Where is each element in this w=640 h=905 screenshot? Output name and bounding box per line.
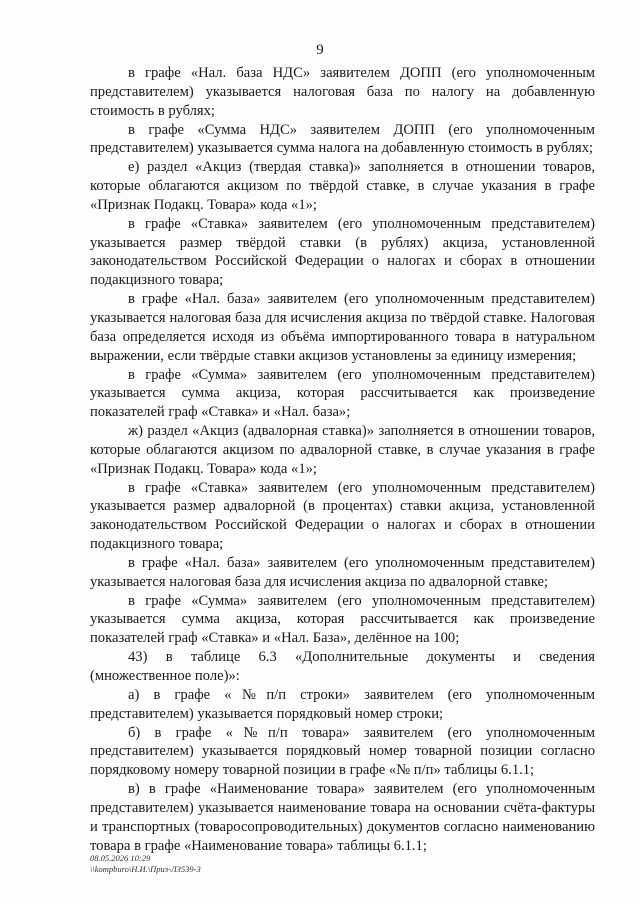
paragraph: б) в графе «№п/п товара» заявителем (его уполномоченным представителем) указывается порядковый номер товарной позиции согласно порядковому номеру товарной позиции в графе «№ п/п» таблицы 6.1.1; <box>90 724 595 779</box>
paragraph: в графе «Сумма» заявителем (его уполномоченным представителем) указывается сумма акциза, которая рассчитывается как произведение показателей граф «Ставка» и «Нал. база»; <box>90 366 595 421</box>
footer-date: 08.05.2026 10:29 <box>90 853 151 863</box>
page-number: 9 <box>316 42 324 58</box>
paragraph: в графе «Нал. база» заявителем (его уполномоченным представителем) указывается налоговая база для исчисления акциза по твёрдой ставке. Налоговая база определяется исходя из объёма импортированного товара в натуральном выражении, если твёрдые ставки акцизов установлены за единицу измерения; <box>90 291 595 364</box>
paragraph: 43) в таблице 6.3 «Дополнительные документы и сведения (множественное поле)»: <box>90 649 595 684</box>
paragraph: е) раздел «Акциз (твердая ставка)» заполняется в отношении товаров, которые облагаются акцизом по твёрдой ставке, в случае указания в графе «Признак Подакц. Товара» кода «1»; <box>90 159 595 213</box>
paragraph: а) в графе «№п/п строки» заявителем (его уполномоченным представителем) указывается порядковый номер строки; <box>90 686 595 722</box>
paragraph: в графе «Нал. база НДС» заявителем ДОПП (его уполномоченным представителем) указывается налоговая база по налогу на добавленную стоимость в рублях; <box>90 65 595 119</box>
paragraph: ж) раздел «Акциз (адвалорная ставка)» заполняется в отношении товаров, которые облагаются акцизом по адвалорной ставке, в случае указания в графе «Признак Подакц. Товара» кода «1»; <box>90 423 595 477</box>
document-footer <box>90 853 201 875</box>
paragraph: в графе «Сумма» заявителем (его уполномоченным представителем) указывается сумма акциза, которая рассчитывается как произведение показателей граф «Ставка» и «Нал. База», делённое на 100; <box>90 592 595 647</box>
paragraph: в) в графе «Наименование товара» заявителем (его уполномоченным представителем) указывается наименование товара на основании счёта-фактуры и транспортных (товаросопроводительных) документов согласно наименованию товара в графе «Наименование товара» таблицы 6.1.1; <box>90 781 595 854</box>
paragraph: в графе «Ставка» заявителем (его уполномоченным представителем) указывается размер адвалорной (в процентах) ставки акциза, установленной законодательством Российской Федерации о налогах и сборах в отношении подакцизного товара; <box>90 479 595 553</box>
document-body <box>90 64 595 855</box>
paragraph: в графе «Ставка» заявителем (его уполномоченным представителем) указывается размер твёрдой ставки (в рублях) акциза, установленной законодательством Российской Федерации о налогах и сборах в отношении подакцизного товара; <box>90 215 595 289</box>
paragraph: в графе «Сумма НДС» заявителем ДОПП (его уполномоченным представителем) указывается сумма налога на добавленную стоимость в рублях; <box>90 121 595 157</box>
footer-file-path: \\kompburo\Н.И.\Приз-ЛЗ539-3 <box>90 864 201 874</box>
paragraph: в графе «Нал. база» заявителем (его уполномоченным представителем) указывается налоговая база для исчисления акциза по адвалорной ставке; <box>90 554 595 590</box>
